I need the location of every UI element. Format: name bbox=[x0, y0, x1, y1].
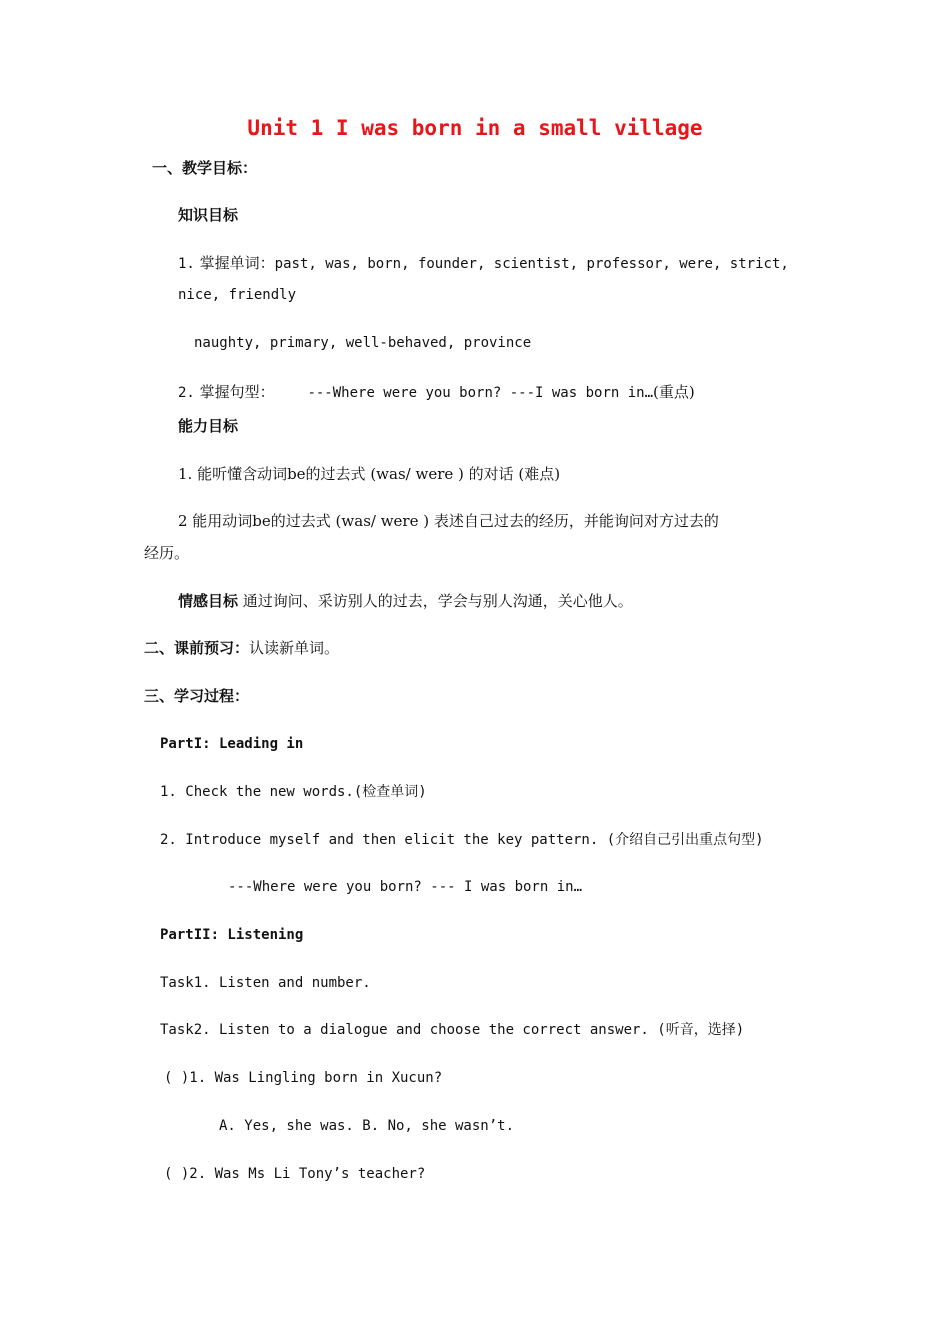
section-2 bbox=[144, 637, 339, 659]
item-number: 2. bbox=[178, 385, 195, 401]
section-1-heading: 一、教学目标： bbox=[152, 159, 258, 177]
knowledge-item-2 bbox=[178, 381, 695, 404]
task-2: Task2. Listen to a dialogue and choose the correct answer. (听音，选择) bbox=[160, 1022, 745, 1038]
document-title: Unit 1 I was born in a small village bbox=[247, 116, 703, 140]
task-1: Task1. Listen and number. bbox=[160, 975, 371, 991]
key-point-note: (重点) bbox=[653, 383, 695, 401]
section-2-heading: 二、课前预习： bbox=[144, 639, 250, 657]
part-2-heading: PartII: Listening bbox=[160, 927, 304, 943]
vocabulary-words: past, was, born, founder, scientist, professor, were, strict, bbox=[274, 256, 789, 272]
section-2-text: 认读新单词。 bbox=[249, 639, 340, 657]
emotion-goals-text: 通过询问、采访别人的过去，学会与别人沟通，关心他人。 bbox=[242, 592, 633, 610]
ability-item-2: 2 能用动词be的过去式 (was/ were ) 表述自己过去的经历，并能询问对方过去的 bbox=[178, 512, 719, 530]
question-2: ( )2. Was Ms Li Tony’s teacher? bbox=[164, 1166, 426, 1182]
emotion-goals bbox=[178, 590, 633, 612]
section-3-heading: 三、学习过程： bbox=[144, 687, 250, 705]
knowledge-item-1 bbox=[178, 252, 789, 275]
item-label: 掌握句型： bbox=[199, 383, 275, 401]
ability-item-1: 1. 能听懂含动词be的过去式 (was/ were ) 的对话 (难点) bbox=[178, 465, 561, 483]
ability-item-2-continued: 经历。 bbox=[144, 544, 190, 562]
item-number: 1. bbox=[178, 256, 195, 272]
question-1: ( )1. Was Lingling born in Xucun? bbox=[164, 1070, 443, 1086]
item-label: 掌握单词： bbox=[199, 254, 275, 272]
emotion-goals-heading: 情感目标 bbox=[178, 592, 239, 610]
knowledge-goals-heading: 知识目标 bbox=[178, 206, 239, 224]
vocabulary-words-continued: nice, friendly bbox=[178, 287, 297, 303]
part-1-key-pattern: ---Where were you born? --- I was born in… bbox=[228, 879, 583, 895]
part-1-heading: PartI: Leading in bbox=[160, 736, 304, 752]
question-1-options: A. Yes, she was. B. No, she wasn’t. bbox=[219, 1118, 515, 1134]
ability-goals-heading: 能力目标 bbox=[178, 417, 239, 435]
part-1-step-1: 1. Check the new words.(检查单词) bbox=[160, 784, 427, 800]
sentence-pattern: ---Where were you born? ---I was born in… bbox=[307, 385, 654, 401]
vocabulary-words-line-3: naughty, primary, well-behaved, province bbox=[194, 335, 532, 351]
part-1-step-2: 2. Introduce myself and then elicit the key pattern. (介绍自己引出重点句型) bbox=[160, 832, 764, 848]
